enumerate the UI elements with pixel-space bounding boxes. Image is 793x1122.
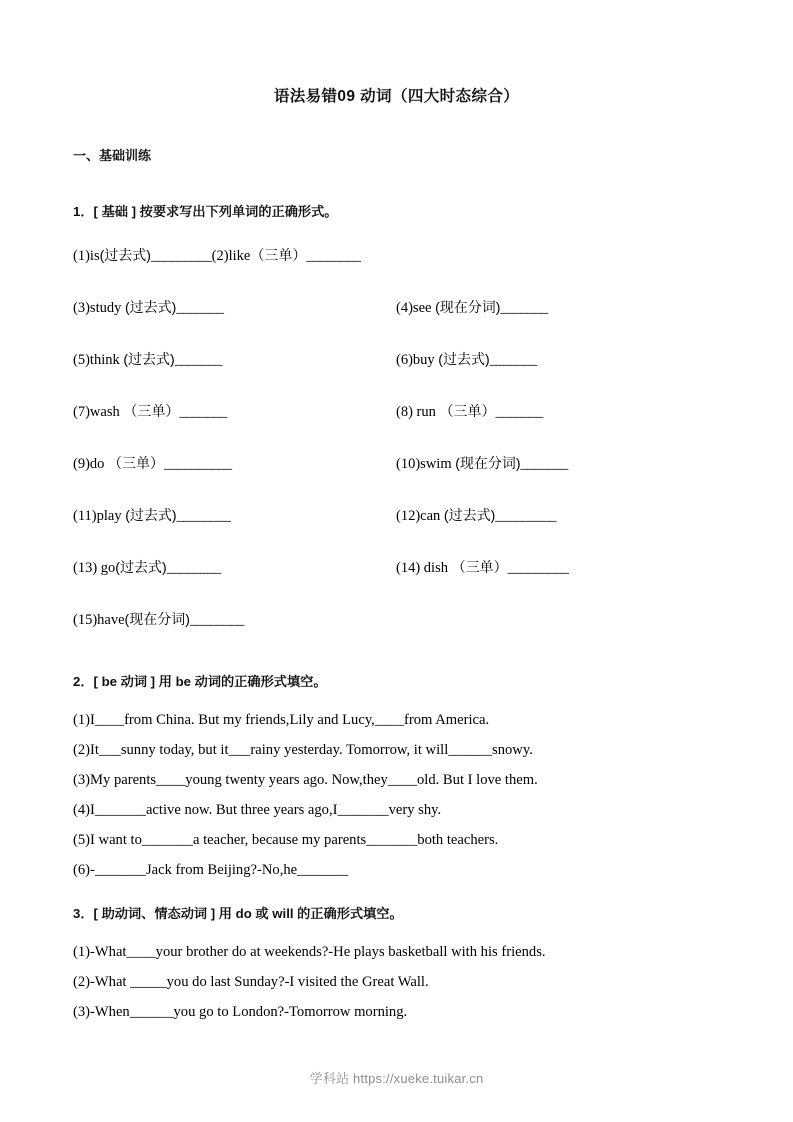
answer-blank[interactable]: _________	[507, 560, 569, 576]
word-form-word: swim	[420, 456, 452, 472]
word-form-word: do	[89, 456, 105, 472]
word-form-word: go	[100, 560, 116, 576]
word-form-index-2: (2)	[211, 248, 229, 264]
answer-blank[interactable]: _________	[495, 508, 556, 524]
word-form-type: (过去式)	[443, 507, 496, 523]
word-form-type: (现在分词)	[455, 455, 521, 471]
exercise-3-items	[73, 937, 733, 1027]
word-form-index: (3)	[73, 300, 90, 316]
fill-in-blank-sentence[interactable]: (2)It___sunny today, but it___rainy yesterday. Tomorrow, it will______snowy.	[73, 742, 533, 758]
word-form-type: （三单）	[451, 559, 508, 575]
word-form-row	[73, 298, 713, 350]
page-title: 语法易错09 动词（四大时态综合）	[273, 88, 520, 105]
word-form-item	[73, 298, 224, 317]
site-watermark: 学科站 https://xueke.tuikar.cn	[309, 1071, 484, 1086]
word-form-word: buy	[412, 352, 435, 368]
answer-blank[interactable]: ________	[306, 248, 361, 264]
word-form-type: (过去式)	[125, 507, 177, 523]
word-form-word: can	[420, 508, 441, 524]
answer-blank[interactable]: _______	[520, 456, 568, 472]
word-form-exercise-grid	[73, 246, 713, 662]
word-form-index: (12)	[396, 508, 421, 524]
answer-blank[interactable]: _______	[179, 404, 227, 420]
word-form-item	[73, 610, 244, 629]
fill-in-blank-sentence[interactable]: (5)I want to_______a teacher, because my parents_______both teachers.	[73, 832, 499, 848]
exercise-2-heading: 2．[ be 动词 ] 用 be 动词的正确形式填空。	[73, 674, 327, 689]
word-form-word: wash	[89, 404, 120, 420]
fill-in-blank-sentence[interactable]: (2)-What _____you do last Sunday?-I visited the Great Wall.	[73, 974, 429, 990]
answer-blank[interactable]: _______	[174, 352, 222, 368]
word-form-type: （三单）	[123, 403, 180, 419]
word-form-row	[73, 402, 713, 454]
word-form-index: (10)	[396, 456, 421, 472]
word-form-type: （三单）	[108, 455, 165, 471]
word-form-index: (7)	[73, 404, 90, 420]
word-form-type: (过去式)	[99, 247, 151, 263]
word-form-item	[396, 298, 548, 317]
section-heading-basic-training: 一、基础训练	[73, 148, 152, 163]
answer-blank[interactable]: _______	[176, 300, 224, 316]
fill-in-blank-sentence[interactable]: (3)-When______you go to London?-Tomorrow morning.	[73, 1004, 408, 1020]
exercise-2-items	[73, 705, 733, 885]
word-form-item	[396, 350, 537, 369]
word-form-item	[73, 350, 222, 369]
word-form-item	[396, 558, 568, 577]
word-form-type: (现在分词)	[435, 299, 501, 315]
word-form-index: (5)	[73, 352, 90, 368]
word-form-row	[73, 506, 713, 558]
word-form-type: (过去式)	[123, 351, 175, 367]
word-form-word: see	[412, 300, 432, 316]
word-form-row	[73, 610, 713, 662]
answer-blank[interactable]: _______	[495, 404, 543, 420]
word-form-item	[73, 506, 231, 525]
word-form-type: （三单）	[439, 403, 496, 419]
word-form-index: (8)	[396, 404, 417, 420]
word-form-item	[73, 402, 227, 421]
word-form-index: (15)	[73, 612, 98, 628]
answer-blank[interactable]: ________	[176, 508, 231, 524]
word-form-index: (1)	[73, 248, 90, 264]
word-form-word-2: like	[228, 248, 251, 264]
word-form-type: (过去式)	[438, 351, 490, 367]
fill-in-blank-sentence[interactable]: (3)My parents____young twenty years ago. Now,they____old. But I love them.	[73, 772, 538, 788]
fill-in-blank-sentence[interactable]: (4)I_______active now. But three years ago,I_______very shy.	[73, 802, 442, 818]
word-form-index: (4)	[396, 300, 413, 316]
answer-blank[interactable]: _______	[500, 300, 548, 316]
word-form-index: (13)	[73, 560, 101, 576]
word-form-item	[396, 402, 543, 421]
answer-blank[interactable]: __________	[164, 456, 232, 472]
word-form-word: think	[89, 352, 120, 368]
word-form-type-2: （三单）	[250, 247, 307, 263]
word-form-word: is	[89, 248, 100, 264]
word-form-type: (现在分词)	[124, 611, 190, 627]
answer-blank[interactable]: ________	[166, 560, 221, 576]
word-form-row	[73, 558, 713, 610]
word-form-word: dish	[423, 560, 448, 576]
word-form-word: play	[96, 508, 122, 524]
word-form-type: (过去式)	[124, 299, 177, 315]
answer-blank[interactable]: _________	[150, 248, 212, 264]
answer-blank[interactable]: _______	[489, 352, 537, 368]
word-form-item	[73, 558, 221, 577]
word-form-index: (9)	[73, 456, 90, 472]
word-form-item	[396, 506, 556, 525]
word-form-index: (14)	[396, 560, 424, 576]
answer-blank[interactable]: ________	[189, 612, 244, 628]
word-form-word: run	[416, 404, 436, 420]
word-form-word: have	[97, 612, 125, 628]
word-form-item	[73, 246, 360, 265]
fill-in-blank-sentence[interactable]: (1)-What____your brother do at weekends?-He plays basketball with his friends.	[73, 944, 546, 960]
word-form-row	[73, 454, 713, 506]
exercise-3-heading: 3．[ 助动词、情态动词 ] 用 do 或 will 的正确形式填空。	[73, 906, 403, 921]
word-form-row	[73, 246, 713, 298]
word-form-item	[396, 454, 568, 473]
fill-in-blank-sentence[interactable]: (1)I____from China. But my friends,Lily and Lucy,____from America.	[73, 712, 490, 728]
word-form-row	[73, 350, 713, 402]
word-form-type: (过去式)	[115, 559, 167, 575]
word-form-index: (6)	[396, 352, 413, 368]
word-form-word: study	[89, 300, 122, 316]
exercise-1-heading: 1．[ 基础 ] 按要求写出下列单词的正确形式。	[73, 204, 338, 219]
fill-in-blank-sentence[interactable]: (6)-_______Jack from Beijing?-No,he_______	[73, 862, 349, 878]
word-form-index: (11)	[73, 508, 97, 524]
word-form-item	[73, 454, 232, 473]
